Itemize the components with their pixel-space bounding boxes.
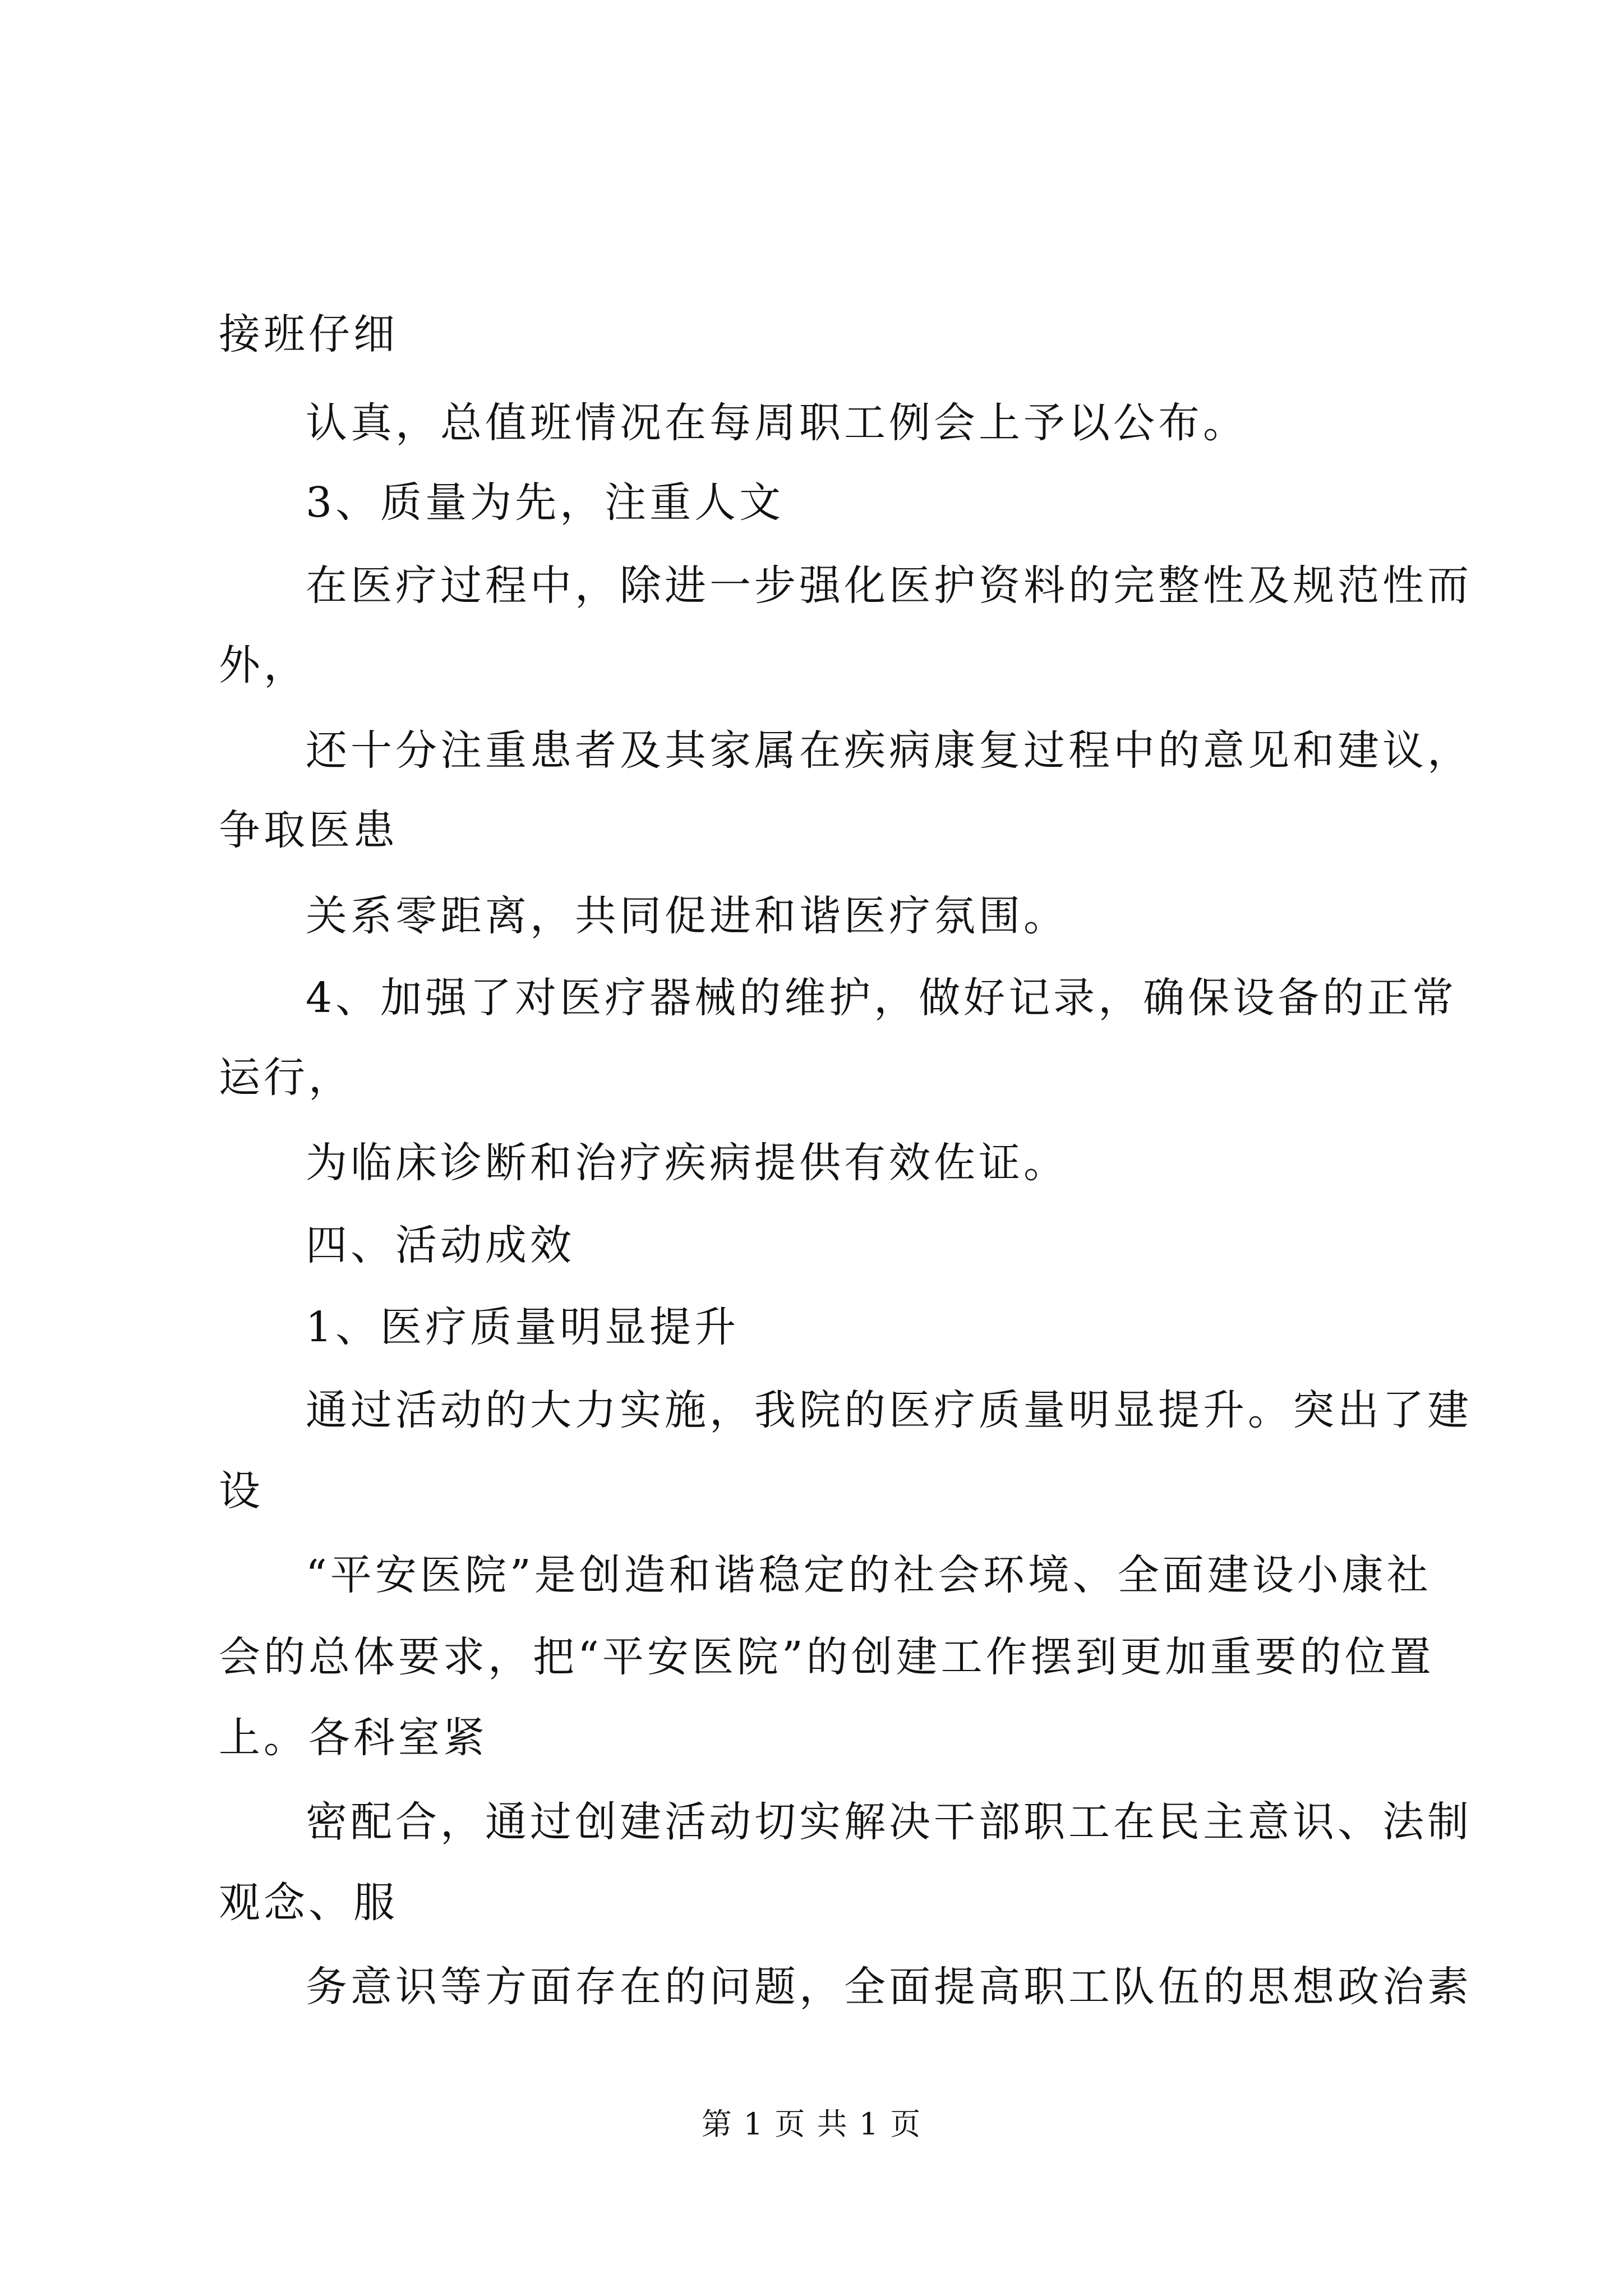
text-line: 还十分注重患者及其家属在疾病康复过程中的意见和建议， <box>306 726 1472 775</box>
text-line: 3、质量为先，注重人文 <box>306 478 785 527</box>
text-line: 关系零距离，共同促进和谐医疗氛围。 <box>306 892 1068 940</box>
page-number-footer: 第 1 页 共 1 页 <box>701 2106 922 2142</box>
text-line: 运行， <box>219 1053 353 1102</box>
text-line: 务意识等方面存在的问题，全面提高职工队伍的思想政治素 <box>306 1963 1472 2011</box>
text-line: 认真，总值班情况在每周职工例会上予以公布。 <box>306 399 1248 447</box>
text-line: 接班仔细 <box>219 310 398 358</box>
text-line: 会的总体要求，把“平安医院”的创建工作摆到更加重要的位置 <box>219 1633 1435 1681</box>
section-heading: 四、活动成效 <box>306 1221 575 1269</box>
text-line: 外， <box>219 641 308 689</box>
text-line: 为临床诊断和治疗疾病提供有效佐证。 <box>306 1139 1068 1187</box>
text-line: “平安医院”是创造和谐稳定的社会环境、全面建设小康社 <box>306 1551 1432 1599</box>
text-line: 通过活动的大力实施，我院的医疗质量明显提升。突出了建 <box>306 1386 1472 1434</box>
text-line: 上。各科室紧 <box>219 1714 488 1762</box>
text-line: 争取医患 <box>219 806 398 854</box>
text-line: 在医疗过程中，除进一步强化医护资料的完整性及规范性而 <box>306 562 1472 610</box>
subsection-heading: 1、医疗质量明显提升 <box>306 1303 740 1351</box>
text-line: 密配合，通过创建活动切实解决干部职工在民主意识、法制 <box>306 1798 1472 1846</box>
text-line: 观念、服 <box>219 1879 398 1927</box>
text-line: 设 <box>219 1467 264 1515</box>
text-line: 4、加强了对医疗器械的维护，做好记录，确保设备的正常 <box>306 974 1458 1022</box>
